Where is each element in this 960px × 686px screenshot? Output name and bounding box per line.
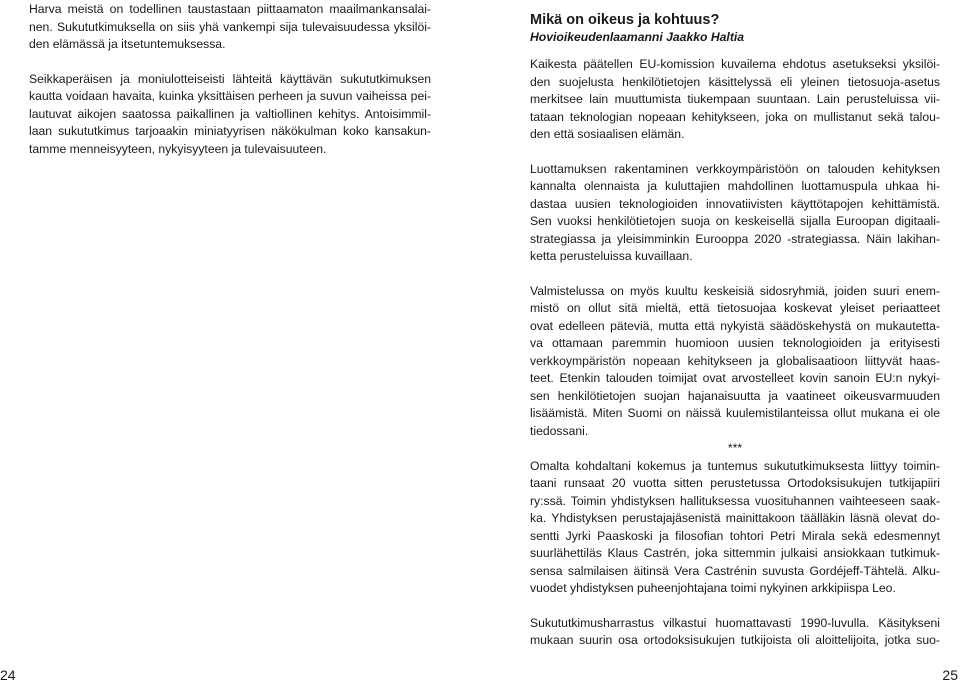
- article-heading: Mikä on oikeus ja kohtuus?: [530, 12, 720, 28]
- text-line: kannalta olennaista ja kuluttajien mahdollinen luottamuspula uhkaa hi-: [530, 179, 940, 193]
- text-line: Harva meistä on todellinen taustastaan piittaamaton maailmankansalai-: [29, 2, 431, 16]
- text-line: Kaikesta päätellen EU-komission kuvailema ehdotus asetukseksi yksilöi-: [530, 57, 940, 71]
- text-line: sensa salmilaisen äitinsä Vera Castrénin suvusta Gordéjeff-Tähtelä. Alku-: [530, 563, 940, 578]
- text-line: nen. Sukututkimuksella on siis yhä vankempi sija tulevaisuudessa yksilöi-: [29, 19, 431, 34]
- text-line: dastaa uusien teknologioiden innovatiivisten käyttötapojen kehittämistä.: [530, 196, 940, 211]
- text-line: Sukututkimusharrastus vilkastui huomattavasti 1990-luvulla. Käsitykseni: [530, 615, 940, 630]
- section-separator: ***: [727, 441, 743, 455]
- paragraph: [530, 458, 940, 598]
- text-line: den suojelusta henkilötietojen käsittelyssä eli yleinen tietosuoja-asetus: [530, 74, 940, 89]
- text-line: sentti Jyrki Paaskoski ja filosofian tohtori Petri Mirala sekä edesmennyt: [530, 528, 940, 543]
- text-line: den elämässä ja itsetuntemuksessa.: [29, 37, 226, 51]
- text-line: verkkoympäristön nopeaan kehitykseen ja globalisaatioon liittyvät haas-: [530, 353, 940, 368]
- left-text-column: [29, 1, 431, 158]
- text-line: ka. Yhdistyksen perustajajäsenistä mainittakoon täälläkin läsnä olevat do-: [530, 511, 940, 525]
- text-line: tiedossani.: [530, 423, 589, 438]
- text-line: Valmistelussa on myös kuultu keskeisiä sidosryhmiä, joiden suuri enem-: [530, 283, 940, 298]
- page-number: 24: [0, 667, 16, 683]
- right-text-column: [530, 12, 940, 650]
- paragraph: [29, 1, 431, 54]
- text-line: kautta voidaan havaita, kuinka yksittäisen perheen ja suvun vaiheissa pei-: [29, 89, 431, 103]
- paragraph: [530, 615, 940, 650]
- text-line: Omalta kohdaltani kokemus ja tuntemus sukututkimuksesta liittyy toimin-: [530, 458, 940, 473]
- text-line: sen henkilötietojen suojan hajanaisuutta ja vaatineet oikeusvarmuuden: [530, 388, 940, 403]
- text-line: tamme menneisyyteen, nykyisyyteen ja tulevaisuuteen.: [29, 141, 327, 156]
- text-line: strategiassa ja yleisimminkin Eurooppa 2020 -strategiassa. Näin lakihan-: [530, 231, 940, 246]
- text-line: Sen vuoksi henkilötietojen suoja on keskeisellä sijalla Euroopan digitaali-: [530, 214, 940, 228]
- text-line: ry:ssä. Toimin yhdistyksen hallituksessa vuosituhannen vaihteeseen saak-: [530, 493, 940, 508]
- text-line: Seikkaperäisen ja moniulotteiseisti lähteitä käyttävän sukututkimuksen: [29, 71, 431, 86]
- text-line: mistö on ollut sitä mieltä, että tietosuojaa koskevat yleiset periaatteet: [530, 301, 940, 315]
- text-line: merkitsee lain muuttumista tiukempaan suuntaan. Lain perusteluissa vii-: [530, 92, 940, 106]
- paragraph: [29, 71, 431, 159]
- text-line: lisäämistä. Miten Suomi on näissä kuulemistilanteissa ollut mukana ei ole: [530, 406, 940, 420]
- text-line: va ottamaan paremmin huomioon uusien teknologioiden ja erityisesti: [530, 336, 940, 350]
- text-line: ovat edelleen päteviä, mutta että nykyistä säädöskehystä on mukautetta-: [530, 318, 940, 333]
- paragraph: [530, 161, 940, 266]
- paragraph: [530, 56, 940, 144]
- text-line: taani runsaat 20 vuotta sitten perustetussa Ortodoksisukujen tutkijapiiri: [530, 476, 940, 490]
- text-line: tataan teknologian nopeaan kehitykseen, joka on mullistanut sekä talou-: [530, 109, 940, 124]
- text-line: Luottamuksen rakentaminen verkkoympäristöön on talouden kehityksen: [530, 161, 940, 176]
- text-line: suurlähettiläs Klaus Castrén, joka sittemmin julkaisi ansiokkaan tutkimuk-: [530, 546, 940, 560]
- text-line: vuodet yhdistyksen puheenjohtajana toimi nykyinen arkkipiispa Leo.: [530, 581, 896, 595]
- text-line: den että sosiaalisen elämän.: [530, 127, 685, 141]
- text-line: teet. Etenkin talouden toimijat ovat arvostelleet kovin sanoin EU:n nykyi-: [530, 371, 940, 385]
- text-line: lautuvat aikojen saatossa paikallinen ja valtiollinen kehitys. Antoisimmil-: [29, 106, 431, 121]
- text-line: mukaan suurin osa ortodoksisukujen tutkijoista oli aloittelijoita, jotka suo-: [530, 633, 940, 647]
- page-number: 25: [942, 667, 958, 683]
- paragraph: [530, 283, 940, 441]
- text-line: ketta perusteluissa kuvaillaan.: [530, 249, 693, 263]
- article-byline: Hovioikeudenlaamanni Jaakko Haltia: [530, 30, 745, 44]
- text-line: laan sukututkimus tarjoaakin miniatyyrisen näkökulman koko kansakun-: [29, 124, 431, 138]
- right-page: [480, 0, 960, 686]
